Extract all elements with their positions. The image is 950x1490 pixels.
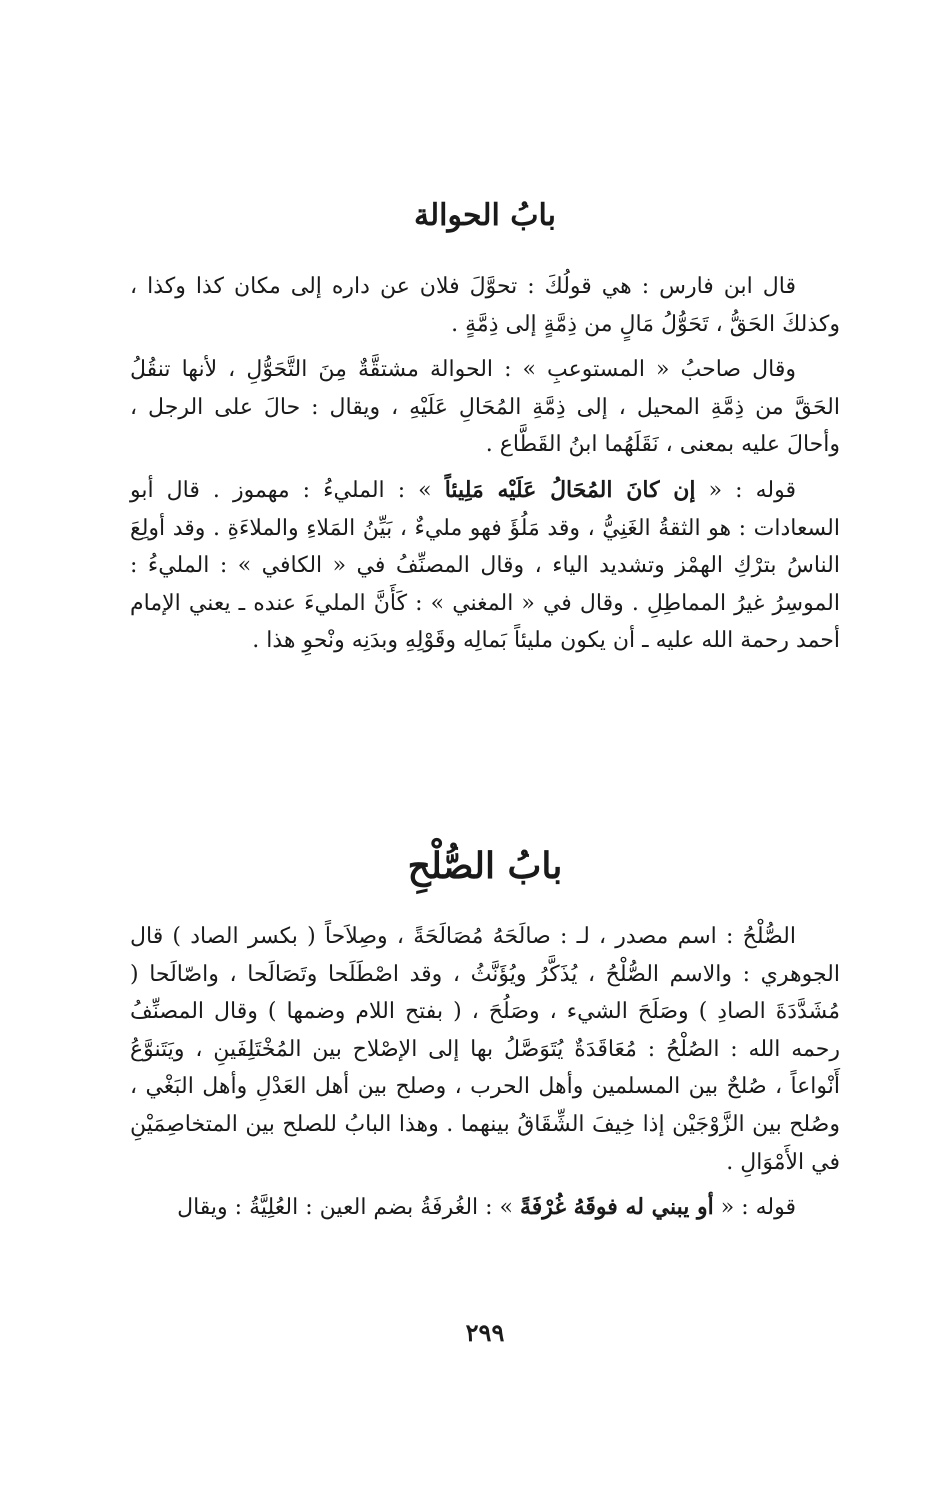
quote-explanation: » : المليءُ : مهموز . قال أبو السعادات : هو الثقةُ الغَنِيُّ ، وقد مَلُؤَ فهو مليءٌ ، بَيِّنُ المَلاءِ والملاءَةِ . وقد أولِعَ الناسُ بترْكِ الهمْز وتشديد الياء ، وقال المصنِّفُ في « الكافي » : المليءُ : الموسِرُ غيرُ المماطِلِ . وقال في « المغني » : كَأَنَّ المليءَ عنده ـ يعني الإمام أحمد رحمة الله عليه ـ أن يكون مليئاً بَمالِه وقَوْلِهِ وبدَنِه ونْحوِ هذا . — [130, 477, 840, 654]
paragraph-ibn-faris: قال ابن فارس : هي قولُكَ : تحوَّلَ فلان عن داره إلى مكان كذا وكذا ، وكذلكَ الحَقُّ ، تَحَوُّلُ مَالٍ من ذِمَّةٍ إلى ذِمَّةٍ . — [130, 274, 840, 337]
section-title-sulh: بابُ الصُّلْحِ — [407, 845, 563, 887]
quote-lead: قوله : « — [695, 477, 796, 503]
paragraph-mustawib: وقال صاحبُ « المستوعبِ » : الحوالة مشتقَّةٌ مِنَ التَّحَوُّلِ ، لأنها تنقُلُ الحَقَّ من ذِمَّةِ المحيل ، إلى ذِمَّةِ المُحَالِ عَلَيْهِ ، ويقال : حالَ على الرجل ، وأحالَ عليه بمعنى ، نَقَلَهُما ابنُ القَطَّاع . — [130, 357, 840, 458]
paragraph-sulh-definition: الصُّلْحُ : اسم مصدر ، لـ : صالَحَهُ مُصَالَحَةً ، وصِلاَحاً ( بكسر الصاد ) قال الجوهري : والاسم الصُّلْحُ ، يُذَكَّرُ ويُؤَنَّثُ ، وقد اصْطَلَحا وتَصَالَحا ، واصّالَحا ( مُشَدَّدَةَ الصادِ ) وصَلَحَ الشيء ، وصَلُحَ ، ( بفتح اللام وضمها ) وقال المصنِّفُ رحمه الله : الصُلْحُ : مُعَاقَدَةٌ يُتَوَصَّلُ بها إلى الإصْلاح بين المُخْتَلِفَينِ ، ويَتَنوَّعُ أَنْواعاً ، صُلحٌ بين المسلمين وأهل الحرب ، وصلح بين أهل العَدْلِ وأهل البَغْي ، وصُلح بين الزَّوْجَيْن إذا خِيفَ الشِّقَاقُ بينهما . وهذا البابُ للصلح بين المتخاصِمَيْنِ في الأَمْوَالِ . — [130, 924, 840, 1175]
quoted-phrase: إن كانَ المُحَالُ عَلَيْه مَلِيئاً — [444, 476, 696, 503]
quoted-phrase: أو يبني له فوقَهُ غُرْفَةً — [520, 1194, 714, 1221]
page-number: ٢٩٩ — [465, 1318, 505, 1347]
section-body-sulh — [130, 918, 840, 1235]
section-title-hawala: بابُ الحوالة — [413, 198, 557, 233]
paragraph-ghurfa — [130, 1189, 840, 1227]
paragraph-maliy — [130, 472, 840, 660]
section-body-hawala — [130, 268, 840, 668]
quote-lead: قوله : « — [713, 1195, 796, 1221]
book-page — [130, 0, 840, 1490]
quote-explanation: » : الغُرفَةُ بضم العين : العُلِيَّةُ : ويقال — [177, 1195, 520, 1221]
